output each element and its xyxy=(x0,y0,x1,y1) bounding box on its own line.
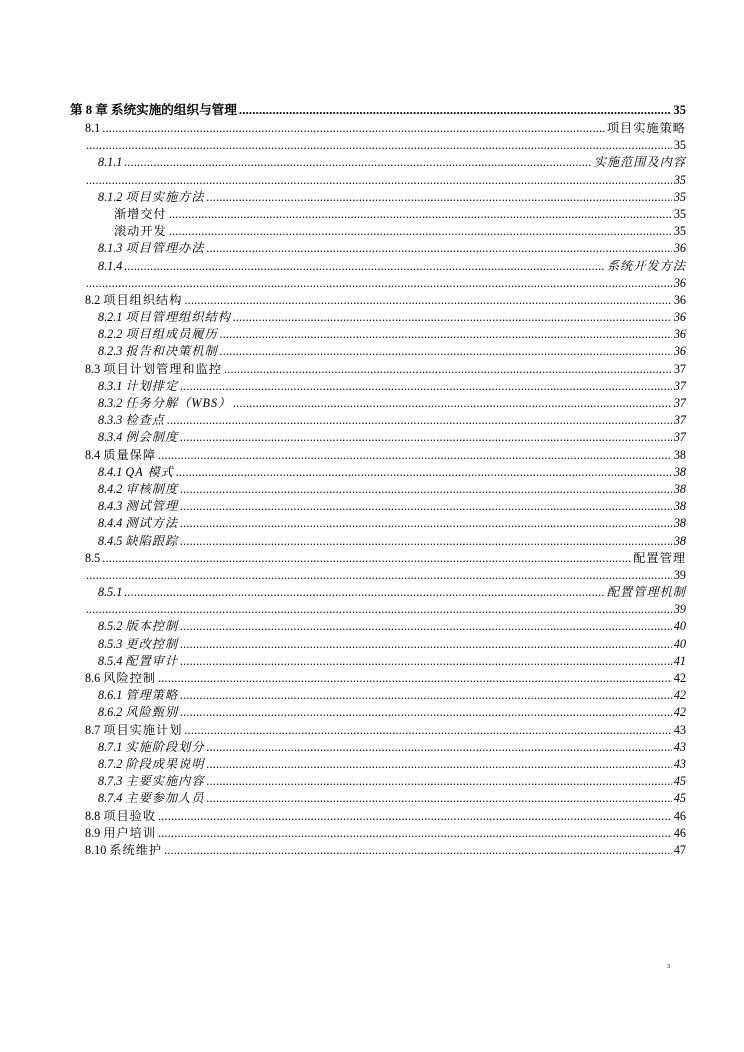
toc-entry-title: 更改控制 xyxy=(125,636,179,651)
toc-entry-label xyxy=(98,240,206,257)
toc-entry-title: 风险甄别 xyxy=(125,705,179,720)
toc-entry-list xyxy=(70,120,686,859)
toc-leader-dots xyxy=(220,343,672,360)
toc-entry-label xyxy=(98,704,179,721)
toc-entry-label xyxy=(85,825,157,842)
toc-entry[interactable] xyxy=(70,825,686,842)
toc-leader-dots xyxy=(207,240,672,257)
toc-page-number: 36 xyxy=(673,310,686,325)
toc-entry-title: 实施阶段划分 xyxy=(125,739,205,754)
toc-entry-label xyxy=(98,498,179,515)
toc-entry-number: 8.3.3 xyxy=(98,413,123,428)
toc-leader-dots xyxy=(86,172,672,189)
toc-entry-title: 报告和决策机制 xyxy=(125,344,218,359)
toc-entry-title: 管理策略 xyxy=(125,688,179,703)
toc-leader-dots xyxy=(180,533,672,550)
toc-entry-title: 系统维护 xyxy=(109,842,163,857)
toc-leader-dots xyxy=(176,464,672,481)
toc-entry-number: 8.4.4 xyxy=(98,516,123,531)
toc-entry-number: 8.1.4 xyxy=(98,258,123,273)
toc-entry-number: 8.4.5 xyxy=(98,533,123,548)
toc-entry[interactable] xyxy=(70,670,686,687)
toc-page-number: 40 xyxy=(673,636,686,651)
toc-entry-continuation[interactable] xyxy=(70,137,686,154)
toc-entry-title: 项目计划管理和监控 xyxy=(103,361,222,376)
toc-entry-label xyxy=(98,653,179,670)
toc-chapter-title: 第 8 章 系统实施的组织与管理 xyxy=(70,103,237,117)
toc-leader-dots xyxy=(158,447,672,464)
toc-page-number: 45 xyxy=(673,774,686,789)
toc-page-number: 35 xyxy=(673,189,686,204)
toc-entry-title: 项目实施策略 xyxy=(606,121,686,135)
toc-entry[interactable] xyxy=(70,687,686,704)
toc-entry-number: 8.1 xyxy=(85,121,101,135)
toc-entry-title: 例会制度 xyxy=(125,430,179,445)
toc-entry-number: 8.1.3 xyxy=(98,241,123,256)
toc-entry-label xyxy=(98,378,179,395)
toc-entry[interactable] xyxy=(70,790,686,807)
toc-entry-title: 质量保障 xyxy=(103,447,157,462)
toc-entry-number: 8.5.3 xyxy=(98,636,123,651)
toc-entry-number: 8.2 xyxy=(85,292,101,307)
toc-entry-title: 项目管理办法 xyxy=(125,241,205,256)
toc-entry[interactable] xyxy=(70,292,686,309)
toc-page-number: 46 xyxy=(673,808,686,823)
toc-entry[interactable] xyxy=(70,618,686,635)
toc-entry-number: 8.4.3 xyxy=(98,499,123,514)
toc-entry-number: 8.4.2 xyxy=(98,481,123,496)
toc-leader-dots xyxy=(86,601,672,618)
toc-page-number: 41 xyxy=(673,653,686,668)
toc-leader-dots xyxy=(207,189,672,206)
toc-entry-title: 实施范围及内容 xyxy=(593,155,686,170)
toc-entry[interactable] xyxy=(70,223,686,240)
page-footer-number: 3 xyxy=(667,964,670,970)
toc-entry-title: 项目组成员履历 xyxy=(125,327,218,342)
toc-entry-number: 8.6.1 xyxy=(98,688,123,703)
toc-entry-label xyxy=(85,447,157,464)
toc-entry-number: 8.4 xyxy=(85,447,101,462)
toc-entry[interactable] xyxy=(70,773,686,790)
toc-page-number: 36 xyxy=(673,292,686,307)
toc-page-number: 39 xyxy=(673,602,686,617)
toc-leader-dots xyxy=(233,309,672,326)
toc-entry[interactable] xyxy=(70,584,686,601)
toc-leader-dots xyxy=(180,687,672,704)
toc-page-number: 35 xyxy=(673,138,686,153)
toc-leader-dots xyxy=(180,704,672,721)
toc-entry[interactable] xyxy=(70,412,686,429)
toc-page-number: 40 xyxy=(673,619,686,634)
toc-page-number: 45 xyxy=(673,791,686,806)
toc-page-number: 37 xyxy=(673,396,686,410)
toc-entry-label xyxy=(85,722,183,739)
toc-leader-dots xyxy=(233,395,672,412)
toc-page-number: 35 xyxy=(673,224,686,239)
toc-leader-dots xyxy=(102,550,631,567)
toc-entry-number: 8.7.4 xyxy=(98,791,123,806)
toc-entry-label xyxy=(98,790,206,807)
toc-leader-dots xyxy=(180,653,672,670)
toc-entry-label xyxy=(98,309,232,326)
toc-entry[interactable] xyxy=(70,636,686,653)
toc-entry[interactable] xyxy=(70,240,686,257)
toc-entry-label xyxy=(98,429,179,446)
toc-entry-continuation[interactable] xyxy=(70,275,686,292)
toc-entry-number: 8.10 xyxy=(85,842,107,857)
toc-leader-dots xyxy=(180,636,672,653)
toc-entry-label xyxy=(98,515,179,532)
toc-entry-title: 项目实施方法 xyxy=(125,189,205,204)
toc-page-number: 46 xyxy=(673,825,686,840)
toc-entry-title: 测试方法 xyxy=(125,516,179,531)
toc-entry[interactable] xyxy=(70,498,686,515)
toc-entry-number: 8.3.2 xyxy=(98,396,123,410)
toc-entry-number: 8.8 xyxy=(85,808,101,823)
toc-entry-number: 8.2.2 xyxy=(98,327,123,342)
toc-entry[interactable] xyxy=(70,756,686,773)
toc-entry-label xyxy=(98,189,206,206)
toc-page-number: 37 xyxy=(673,430,686,445)
toc-leader-dots xyxy=(207,756,672,773)
toc-entry-label xyxy=(98,343,219,360)
toc-leader-dots xyxy=(180,429,672,446)
toc-leader-dots xyxy=(86,567,672,584)
toc-page-number: 38 xyxy=(673,499,686,514)
toc-entry-label xyxy=(98,687,179,704)
toc-entry-label xyxy=(98,533,179,550)
toc-entry-number: 8.3.1 xyxy=(98,378,123,393)
toc-entry[interactable] xyxy=(70,481,686,498)
toc-page-number: 38 xyxy=(673,533,686,548)
toc-page-number: 42 xyxy=(673,671,686,685)
toc-entry[interactable] xyxy=(70,343,686,360)
toc-entry-title: 渐增交付 xyxy=(114,206,167,221)
toc-entry[interactable] xyxy=(70,189,686,206)
toc-entry[interactable] xyxy=(70,704,686,721)
toc-entry-number: 8.9 xyxy=(85,825,101,840)
toc-entry-label xyxy=(98,756,206,773)
toc-page-number: 38 xyxy=(673,447,686,462)
toc-entry[interactable] xyxy=(70,447,686,464)
toc-leader-dots xyxy=(184,722,671,739)
toc-leader-dots xyxy=(207,773,672,790)
toc-entry-title: 滚动开发 xyxy=(114,224,167,239)
toc-leader-dots xyxy=(207,739,672,756)
toc-entry-title: 版本控制 xyxy=(125,619,179,634)
toc-page-number: 35 xyxy=(673,103,686,117)
toc-entry[interactable] xyxy=(70,309,686,326)
toc-entry[interactable] xyxy=(70,154,686,171)
toc-entry[interactable] xyxy=(70,653,686,670)
toc-leader-dots xyxy=(158,808,672,825)
toc-page-number: 38 xyxy=(673,464,686,479)
toc-entry-label xyxy=(98,636,179,653)
toc-entry-title: 测试管理 xyxy=(125,499,179,514)
toc-entry[interactable] xyxy=(70,395,686,412)
toc-entry[interactable] xyxy=(70,378,686,395)
toc-entry[interactable] xyxy=(70,258,686,275)
toc-entry-number: 8.5 xyxy=(85,550,101,565)
toc-leader-dots xyxy=(164,842,672,859)
toc-entry-label xyxy=(85,292,183,309)
toc-entry-number: 8.6 xyxy=(85,671,101,685)
toc-page-number: 35 xyxy=(673,172,686,187)
toc-entry-continuation[interactable] xyxy=(70,601,686,618)
toc-entry-label xyxy=(98,618,179,635)
toc-page-number: 43 xyxy=(673,756,686,771)
toc-entry-continuation[interactable] xyxy=(70,172,686,189)
toc-entry-number: 8.6.2 xyxy=(98,705,123,720)
toc-leader-dots xyxy=(158,670,672,687)
toc-leader-dots xyxy=(124,258,605,275)
toc-entry-number: 8.5.1 xyxy=(98,585,123,600)
toc-entry-label xyxy=(114,206,168,223)
toc-page-number: 37 xyxy=(673,413,686,428)
toc-page-number: 42 xyxy=(673,705,686,720)
toc-leader-dots xyxy=(86,275,672,292)
toc-entry[interactable] xyxy=(70,464,686,481)
toc-entry-title: 用户培训 xyxy=(103,825,157,840)
toc-entry-label xyxy=(85,842,163,859)
toc-entry-number: 8.1.2 xyxy=(98,189,123,204)
toc-entry-title: 检查点 xyxy=(125,413,165,428)
toc-leader-dots xyxy=(124,584,605,601)
toc-page-number: 39 xyxy=(673,567,686,582)
toc-page-number: 43 xyxy=(673,722,686,737)
toc-leader-dots xyxy=(220,326,672,343)
toc-page-number: 42 xyxy=(673,688,686,703)
toc-leader-dots xyxy=(224,361,672,378)
toc-entry-number: 8.5.2 xyxy=(98,619,123,634)
toc-entry-label xyxy=(85,670,157,687)
toc-leader-dots xyxy=(239,101,672,120)
toc-entry-label xyxy=(98,395,232,412)
toc-entry-title: 项目管理组织结构 xyxy=(125,310,231,325)
toc-entry[interactable] xyxy=(70,842,686,859)
toc-leader-dots xyxy=(180,618,672,635)
toc-page-number: 36 xyxy=(673,241,686,256)
toc-entry-label xyxy=(98,739,206,756)
toc-entry-number: 8.3.4 xyxy=(98,430,123,445)
toc-entry-title: 项目组织结构 xyxy=(103,292,183,307)
toc-entry-number: 8.7 xyxy=(85,722,101,737)
toc-chapter-entry[interactable] xyxy=(70,101,686,120)
toc-entry-number: 8.2.3 xyxy=(98,344,123,359)
toc-leader-dots xyxy=(180,378,672,395)
toc-entry-title: 系统开发方法 xyxy=(606,258,686,273)
toc-entry-title: 主要实施内容 xyxy=(125,774,205,789)
toc-entry-label xyxy=(98,481,179,498)
toc-entry-title: 项目验收 xyxy=(103,808,157,823)
toc-entry-number: 8.7.1 xyxy=(98,739,123,754)
toc-page-number: 37 xyxy=(673,361,686,376)
toc-entry-number: 8.7.3 xyxy=(98,774,123,789)
toc-leader-dots xyxy=(167,412,672,429)
toc-page-number: 47 xyxy=(673,842,686,857)
toc-entry[interactable] xyxy=(70,550,686,567)
toc-page-number: 36 xyxy=(673,344,686,359)
toc-entry-title: 计划排定 xyxy=(125,378,179,393)
toc-page-number: 36 xyxy=(673,327,686,342)
toc-leader-dots xyxy=(184,292,671,309)
toc-leader-dots xyxy=(124,154,591,171)
toc-entry-label xyxy=(85,808,157,825)
toc-page-number: 43 xyxy=(673,739,686,754)
toc-leader-dots xyxy=(169,223,672,240)
toc-entry-continuation[interactable] xyxy=(70,567,686,584)
toc-page-number: 38 xyxy=(673,516,686,531)
toc-entry-label xyxy=(98,412,166,429)
toc-page-number: 35 xyxy=(673,206,686,221)
toc-entry-number: 8.4.1 xyxy=(98,464,123,479)
toc-entry-title: 配置管理机制 xyxy=(606,585,686,600)
table-of-contents xyxy=(70,101,686,859)
toc-entry-label xyxy=(114,223,168,240)
toc-entry-label xyxy=(85,361,223,378)
toc-entry[interactable] xyxy=(70,429,686,446)
toc-entry-label xyxy=(98,326,219,343)
toc-entry-title: 配置审计 xyxy=(125,653,179,668)
toc-entry[interactable] xyxy=(70,361,686,378)
toc-entry-title: QA 模式 xyxy=(125,464,174,479)
toc-page-number: 38 xyxy=(673,481,686,496)
toc-entry[interactable] xyxy=(70,808,686,825)
toc-entry-label xyxy=(98,464,175,481)
toc-entry-number: 8.1.1 xyxy=(98,155,123,170)
toc-entry-number: 8.7.2 xyxy=(98,756,123,771)
toc-entry[interactable] xyxy=(70,206,686,223)
toc-leader-dots xyxy=(86,137,672,154)
toc-entry-number: 8.2.1 xyxy=(98,310,123,325)
toc-entry-label xyxy=(98,773,206,790)
toc-entry-title: 主要参加人员 xyxy=(125,791,205,806)
toc-entry-number: 8.3 xyxy=(85,361,101,376)
toc-leader-dots xyxy=(158,825,672,842)
toc-page-number: 36 xyxy=(673,275,686,290)
toc-leader-dots xyxy=(207,790,672,807)
toc-entry[interactable] xyxy=(70,120,686,137)
toc-leader-dots xyxy=(180,481,672,498)
toc-entry[interactable] xyxy=(70,326,686,343)
toc-entry-title: 风险控制 xyxy=(103,671,157,685)
toc-page-number: 37 xyxy=(673,378,686,393)
toc-leader-dots xyxy=(102,120,605,137)
toc-entry-title: 审核制度 xyxy=(125,481,179,496)
toc-entry-title: 项目实施计划 xyxy=(103,722,183,737)
toc-leader-dots xyxy=(180,515,672,532)
toc-entry-title: 阶段成果说明 xyxy=(125,756,205,771)
toc-entry[interactable] xyxy=(70,515,686,532)
toc-entry-title: 任务分解（WBS） xyxy=(125,396,232,410)
toc-leader-dots xyxy=(180,498,672,515)
toc-entry-title: 缺陷跟踪 xyxy=(125,533,179,548)
toc-entry[interactable] xyxy=(70,722,686,739)
toc-entry[interactable] xyxy=(70,739,686,756)
toc-entry-number: 8.5.4 xyxy=(98,653,123,668)
toc-leader-dots xyxy=(169,206,672,223)
toc-entry-title: 配置管理 xyxy=(633,550,686,565)
toc-entry[interactable] xyxy=(70,533,686,550)
